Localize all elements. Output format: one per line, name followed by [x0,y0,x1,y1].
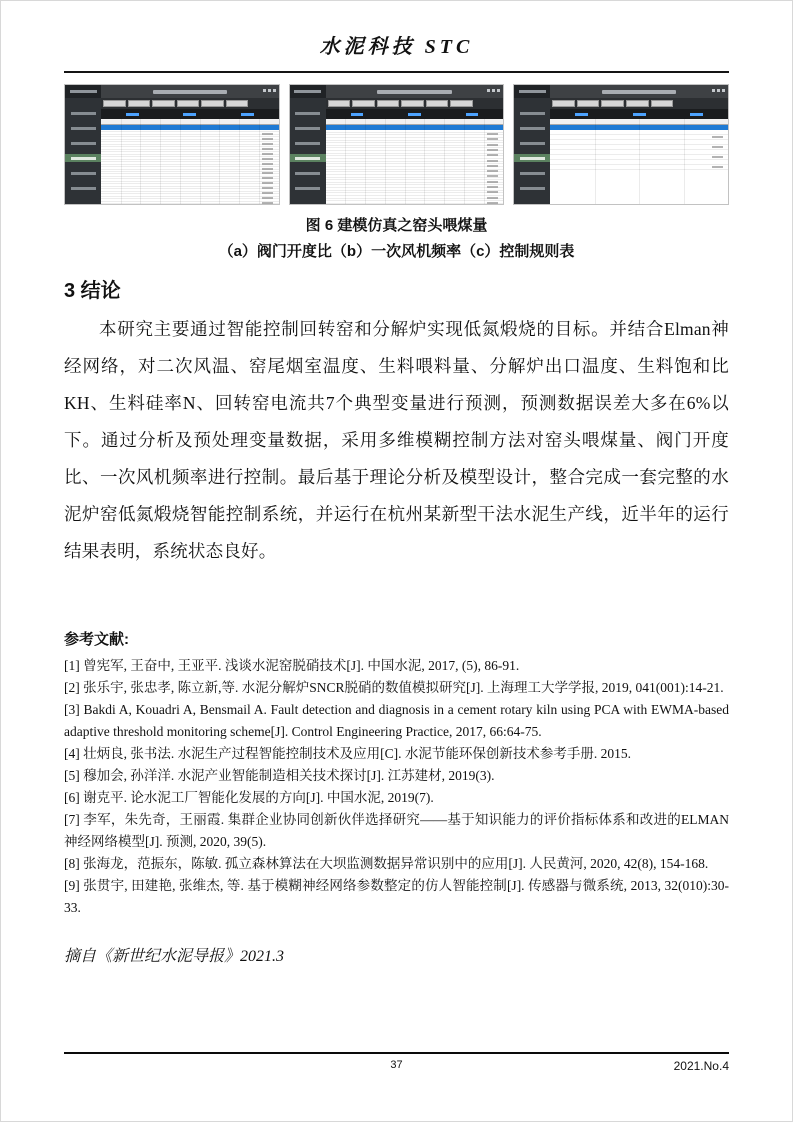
tab-button-placeholder [601,100,624,107]
tab-button-placeholder [651,100,674,107]
menu-label-placeholder [71,172,96,175]
table-empty-area [550,170,728,204]
conclusion-paragraph: 本研究主要通过智能控制回转窑和分解炉实现低氮煅烧的目标。并结合Elman神经网络，对二次风温、窑尾烟室温度、生料喂料量、分解炉出口温度、生料饱和比KH、生料硅率N、回转窑电流共7个典型变量进行预测，预测数据误差大多在6%以下。通过分析及预处理变量数据，采用多维模糊控制方法对窑头喂煤量、阀门开度比、一次风机频率进行控制。最后基于理论分析及模型设计，整合完成一套完整的水泥炉窑低氮煅烧智能控制系统，并运行在杭州某新型干法水泥生产线，近半年的运行结果表明，系统状态良好。 [64,319,729,561]
app-logo [290,85,326,98]
logo-text-placeholder [70,90,97,93]
minimize-icon [487,89,490,92]
tab-button-placeholder [177,100,200,107]
app-window [64,84,280,205]
tab-button-placeholder [128,100,151,107]
window-titlebar [326,85,504,98]
link-bar [326,109,504,119]
tab-strip [101,98,279,109]
menu-label-placeholder [71,142,96,145]
reference-item: [6] 谢克平. 论水泥工厂智能化发展的方向[J]. 中国水泥, 2019(7). [64,790,434,805]
figure-panels [64,84,729,205]
cell-value-placeholder [712,136,723,138]
link-bar [101,109,279,119]
table-rows [101,130,279,204]
reference-item: [4] 壮炳良, 张书法. 水泥生产过程智能控制技术及应用[C]. 水泥节能环保创新技术参考手册. 2015. [64,746,631,761]
link-placeholder [690,113,703,116]
reference-item: [1] 曾宪军, 王奋中, 王亚平. 浅谈水泥窑脱硝技术[J]. 中国水泥, 2017, (5), 86-91. [64,658,520,673]
header-divider [64,71,729,73]
maximize-icon [268,89,271,92]
reference-item: [2] 张乐宇, 张忠孝, 陈立新,等. 水泥分解炉SNCR脱硝的数值模拟研究[J]. 上海理工大学学报, 2019, 041(001):14-21. [64,680,724,695]
figure-panel-c-control-rule-table [513,84,729,205]
figure-panel-b-primary-fan-frequency [289,84,505,205]
page-number: 37 [390,1059,403,1071]
sidebar-menu-item [514,169,550,177]
window-titlebar [550,85,728,98]
sidebar-menu-item [65,109,101,117]
tab-button-placeholder [328,100,351,107]
link-placeholder [633,113,646,116]
tab-strip [326,98,504,109]
reference-item: [9] 张贯宇, 田建艳, 张维杰, 等. 基于模糊神经网络参数整定的仿人智能控制[J]. 传感器与微系统, 2013, 32(010):30-33. [64,878,729,915]
window-title-placeholder [377,90,452,94]
sidebar-menu-item [290,109,326,117]
sidebar-menu-item [514,139,550,147]
sidebar-menu-item [290,139,326,147]
sidebar-menu-item [290,154,326,162]
minimize-icon [263,89,266,92]
link-bar [550,109,728,119]
menu-label-placeholder [295,172,320,175]
close-icon [273,89,276,92]
tab-button-placeholder [226,100,249,107]
menu-label-placeholder [71,157,96,160]
tab-button-placeholder [352,100,375,107]
sidebar-menu-item [514,124,550,132]
sidebar-menu-item [290,184,326,192]
table-row [101,202,279,204]
window-top-bar [514,85,728,98]
window-controls [487,89,500,92]
close-icon [497,89,500,92]
sidebar-menu-item [65,124,101,132]
window-body [65,98,279,204]
menu-label-placeholder [520,112,545,115]
window-body [514,98,728,204]
maximize-icon [492,89,495,92]
window-content [550,98,728,204]
references-list [64,655,729,919]
cell-value-placeholder [712,146,723,148]
reference-item: [5] 穆加会, 孙洋洋. 水泥产业智能制造相关技术探讨[J]. 江苏建材, 2019(3). [64,768,495,783]
sidebar-menu-item [65,154,101,162]
menu-label-placeholder [71,112,96,115]
reference-item: [8] 张海龙，范振东，陈敏. 孤立森林算法在大坝监测数据异常识别中的应用[J]. 人民黄河, 2020, 42(8), 154-168. [64,856,709,871]
data-table [326,119,504,204]
cell-value-placeholder [712,166,723,168]
tab-button-placeholder [377,100,400,107]
menu-label-placeholder [295,142,320,145]
table-row [326,201,504,204]
nav-sidebar [65,98,101,204]
maximize-icon [717,89,720,92]
figure-panel-a-valve-opening-ratio [64,84,280,205]
references-heading: 参考文献: [64,631,129,648]
window-content [326,98,504,204]
sidebar-menu-item [65,169,101,177]
tab-button-placeholder [401,100,424,107]
journal-header [64,1,729,73]
window-titlebar [101,85,279,98]
window-body [290,98,504,204]
table-rows [550,130,728,170]
menu-label-placeholder [295,127,320,130]
tab-button-placeholder [152,100,175,107]
link-placeholder [466,113,479,116]
cell-value-placeholder [262,202,273,204]
page-footer [64,1052,729,1076]
link-placeholder [183,113,196,116]
tab-button-placeholder [450,100,473,107]
tab-strip [550,98,728,109]
tab-button-placeholder [103,100,126,107]
link-placeholder [241,113,254,116]
figure-subcaption: （a）阀门开度比（b）一次风机频率（c）控制规则表 [218,243,575,260]
sidebar-menu-item [514,109,550,117]
menu-label-placeholder [520,187,545,190]
app-logo [65,85,101,98]
app-window [289,84,505,205]
tab-button-placeholder [201,100,224,107]
menu-label-placeholder [295,187,320,190]
link-placeholder [126,113,139,116]
cell-value-placeholder [712,156,723,158]
reference-item: [3] Bakdi A, Kouadri A, Bensmail A. Fault detection and diagnosis in a cement rotary kiln using PCA with EWMA-based adaptive threshold monitoring scheme[J]. Control Engineering Practice, 2017, 66:64-75. [64,702,729,739]
window-title-placeholder [602,90,677,94]
tab-button-placeholder [626,100,649,107]
issue-label: 2021.No.4 [673,1059,729,1073]
menu-label-placeholder [520,142,545,145]
source-note: 摘自《新世纪水泥导报》2021.3 [64,948,285,965]
menu-label-placeholder [520,172,545,175]
app-logo [514,85,550,98]
minimize-icon [712,89,715,92]
tab-button-placeholder [552,100,575,107]
footer-row [64,1054,729,1076]
nav-sidebar [290,98,326,204]
link-placeholder [575,113,588,116]
data-table [550,119,728,204]
link-placeholder [408,113,421,116]
sidebar-menu-item [65,184,101,192]
sidebar-menu-item [65,139,101,147]
menu-label-placeholder [520,127,545,130]
menu-label-placeholder [295,157,320,160]
link-placeholder [351,113,364,116]
menu-label-placeholder [71,187,96,190]
close-icon [722,89,725,92]
reference-item: [7] 李军，朱先奇，王丽霞. 集群企业协同创新伙伴选择研究——基于知识能力的评价指标体系和改进的ELMAN 神经网络模型[J]. 预测, 2020, 39(5). [64,812,729,849]
menu-label-placeholder [295,112,320,115]
nav-sidebar [514,98,550,204]
window-controls [712,89,725,92]
window-top-bar [290,85,504,98]
app-window [513,84,729,205]
tab-button-placeholder [426,100,449,107]
logo-text-placeholder [294,90,321,93]
window-title-placeholder [153,90,228,94]
logo-text-placeholder [519,90,546,93]
section-heading: 3 结论 [64,280,121,302]
window-controls [263,89,276,92]
journal-title: 水泥科技 STC [319,36,474,58]
cell-value-placeholder [487,202,498,204]
window-top-bar [65,85,279,98]
menu-label-placeholder [71,127,96,130]
data-table [101,119,279,204]
sidebar-menu-item [514,154,550,162]
sidebar-menu-item [290,124,326,132]
window-content [101,98,279,204]
menu-label-placeholder [520,157,545,160]
tab-button-placeholder [577,100,600,107]
table-rows [326,130,504,204]
figure-caption: 图 6 建模仿真之窑头喂煤量 [305,217,488,234]
sidebar-menu-item [290,169,326,177]
table-row [550,165,728,170]
sidebar-menu-item [514,184,550,192]
